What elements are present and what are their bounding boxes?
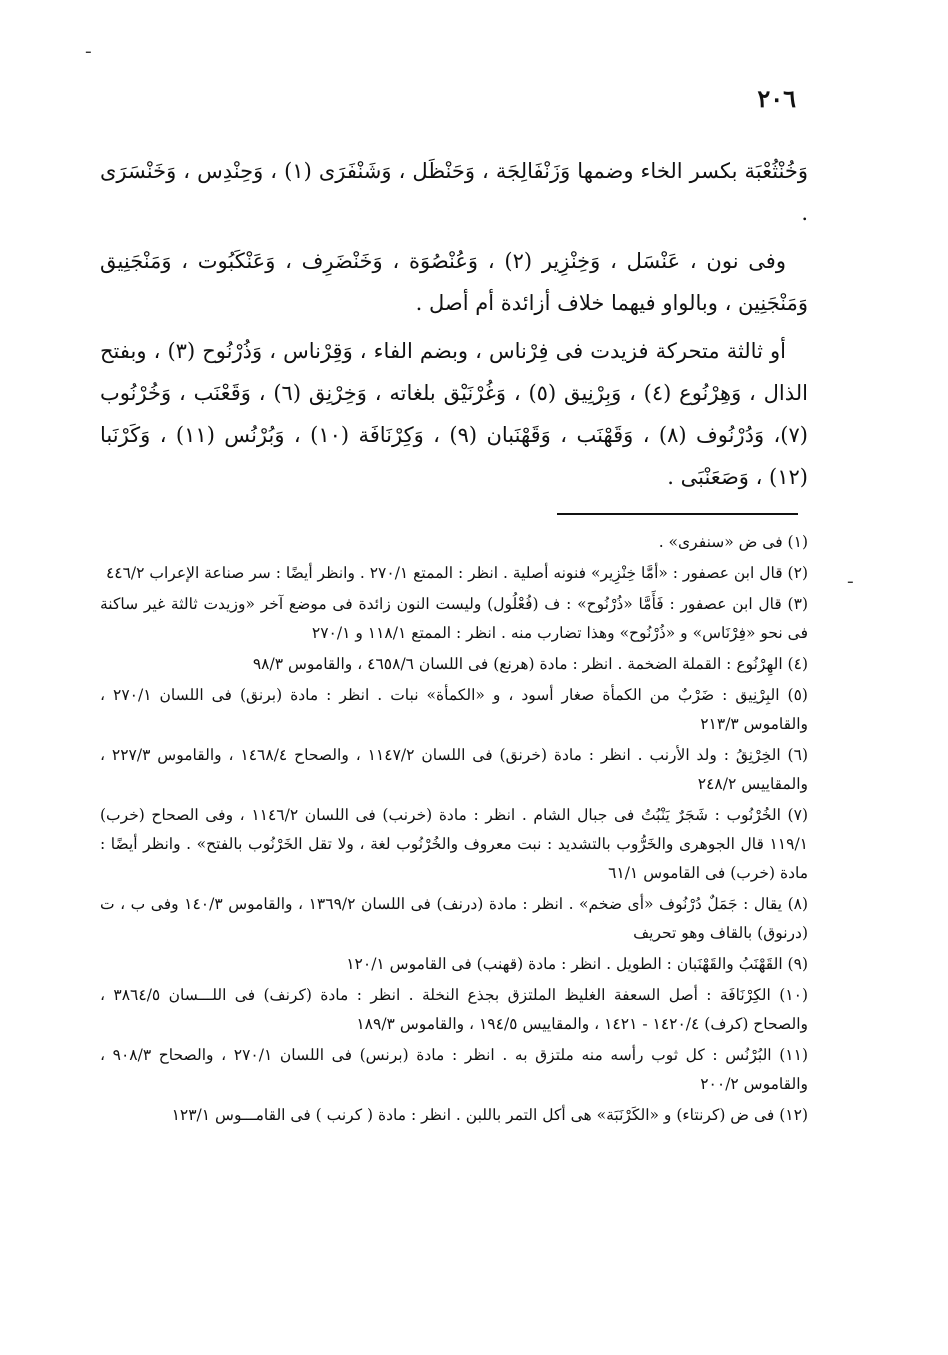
footnote-10: (١٠) الكِرْنَافَة : أصل السعفة الغليظ الملتزق بجذع النخلة . انظر : مادة (كرنف) فى اللـــسان ٣٨٦٤/٥ ، والصحاح (كرف) ١٤٢٠/٤ - ١٤٢١ ، والمقاييس ١٩٤/٥ ، والقاموس ١٨٩/٣ (100, 986, 808, 1033)
footnote-3: (٣) قال ابن عصفور : فَأَمَّا «ذُرْنُوح» : ف (فُعْلُول) وليست النون زائدة فى موضع آخر «وزيدت ثالثة غير ساكنة فى نحو «فِرْنَاس» و «ذُرْنُوح» وهذا تضارب منه . انظر : الممتع ١١٨/١ و ٢٧٠/١ (100, 595, 808, 642)
footnote-11: (١١) البُرْنُس : كل ثوب رأسه منه ملتزق به . انظر : مادة (برنس) فى اللسان ٢٧٠/١ ، والصحاح ٩٠٨/٣ ، والقاموس ٢٠٠/٢ (100, 1046, 808, 1093)
footnote-7: (٧) الخُرْنُوب : شَجَرٌ يَنْبُتُ فى جبال الشام . انظر : مادة (خرنب) فى اللسان ١١٤٦/٢ ، وفى الصحاح (خرب) ١١٩/١ قال الجوهرى والخَرُّوب بالتشديد : نبت معروف والخُرْنُوب لغة ، ولا تقل الخَرْنُوب بالفتح» . وانظر أيضًا : مادة (خرب) فى القاموس ٦١/١ (100, 806, 808, 882)
footnote-12: (١٢) فى ض (كرنتاء) و «الكَرْنَبَة» هى أكل التمر باللبن . انظر : مادة ( كرنب ) فى القامـــوس ١٢٣/١ (171, 1106, 808, 1124)
footnote-4: (٤) الهِرْنُوع : القملة الضخمة . انظر : مادة (هرنع) فى اللسان ٤٦٥٨/٦ ، والقاموس ٩٨/٣ (252, 655, 808, 673)
paragraph: وفى نون ، عَنْسَل ، وَخِنْزِير (٢) ، وَعُنْصُوَة ، وَخَنْضَرِف ، وَعَنْكَبُوت ، وَمَنْجَنِيق وَمَنْجَنِين ، وبالواو فيهما خلاف أزائدة أم أصل . (100, 249, 808, 315)
footnotes (100, 528, 808, 1132)
footnote-5: (٥) البِرْنِيق : ضَرْبٌ من الكمأة صغار أسود ، و «الكمأة» نبات . انظر : مادة (برنق) فى اللسان ٢٧٠/١ ، والقاموس ٢١٣/٣ (100, 686, 808, 733)
margin-mark: ـ (848, 568, 853, 587)
footnote-9: (٩) القَهْنَبُ والقَهْنَبان : الطويل . انظر : مادة (قهنب) فى القاموس ١٢٠/١ (346, 955, 808, 973)
footnote-2: (٢) قال ابن عصفور : «أمَّا خِنْزِير» فنونه أصلية . انظر : الممتع ٢٧٠/١ . وانظر أيضًا : سر صناعة الإعراب ٤٤٦/٢ (105, 564, 808, 582)
footnote-separator (557, 513, 798, 515)
paragraph: وَخُنْثُعْبَة بكسر الخاء وضمها وَزَنْفَالِجَة ، وَحَنْظَل ، وَشَنْفَرَى (١) ، وَحِنْدِس ، وَخَنْسَرَى . (100, 159, 808, 225)
paragraph: أو ثالثة متحركة فزيدت فى فِرْناس ، وبضم الفاء ، وَقِرْناس ، وَذُرْنُوح (٣) ، وبفتح الذال ، وَهِرْنُوع (٤) ، وَبِرْنِيق (٥) ، وَغُرْنَيْق بلغاته ، وَخِرْنِق (٦) ، وَقَعْنَب ، وَخُرْنُوب (٧)، وَدُرْنُوف (٨) ، وَقَهْنَب ، وَقَهْنَبان (٩) ، وَكِرْنَافَة (١٠) ، وَبُرْنُس (١١) ، وَكَرْنَبا (١٢) ، وَصَعَنْبَى . (100, 339, 808, 489)
page-number: ٢٠٦ (757, 84, 796, 113)
main-text (100, 150, 808, 504)
footnote-6: (٦) الخِرْنِقُ : ولد الأرنب . انظر : مادة (خرنق) فى اللسان ١١٤٧/٢ ، والصحاح ١٤٦٨/٤ ، والقاموس ٢٢٧/٣ ، والمقاييس ٢٤٨/٢ (100, 746, 808, 793)
footnote-1: (١) فى ض «سنفرى» . (658, 533, 808, 551)
corner-mark: ـ (86, 38, 91, 57)
footnote-8: (٨) يقال : جَمَلٌ دُرْنُوف «أى ضخم» . انظر : مادة (درنف) فى اللسان ١٣٦٩/٢ ، والقاموس ١٤٠/٣ وفى ب ، ت (درنوق) بالقاف وهو تحريف (100, 895, 809, 942)
